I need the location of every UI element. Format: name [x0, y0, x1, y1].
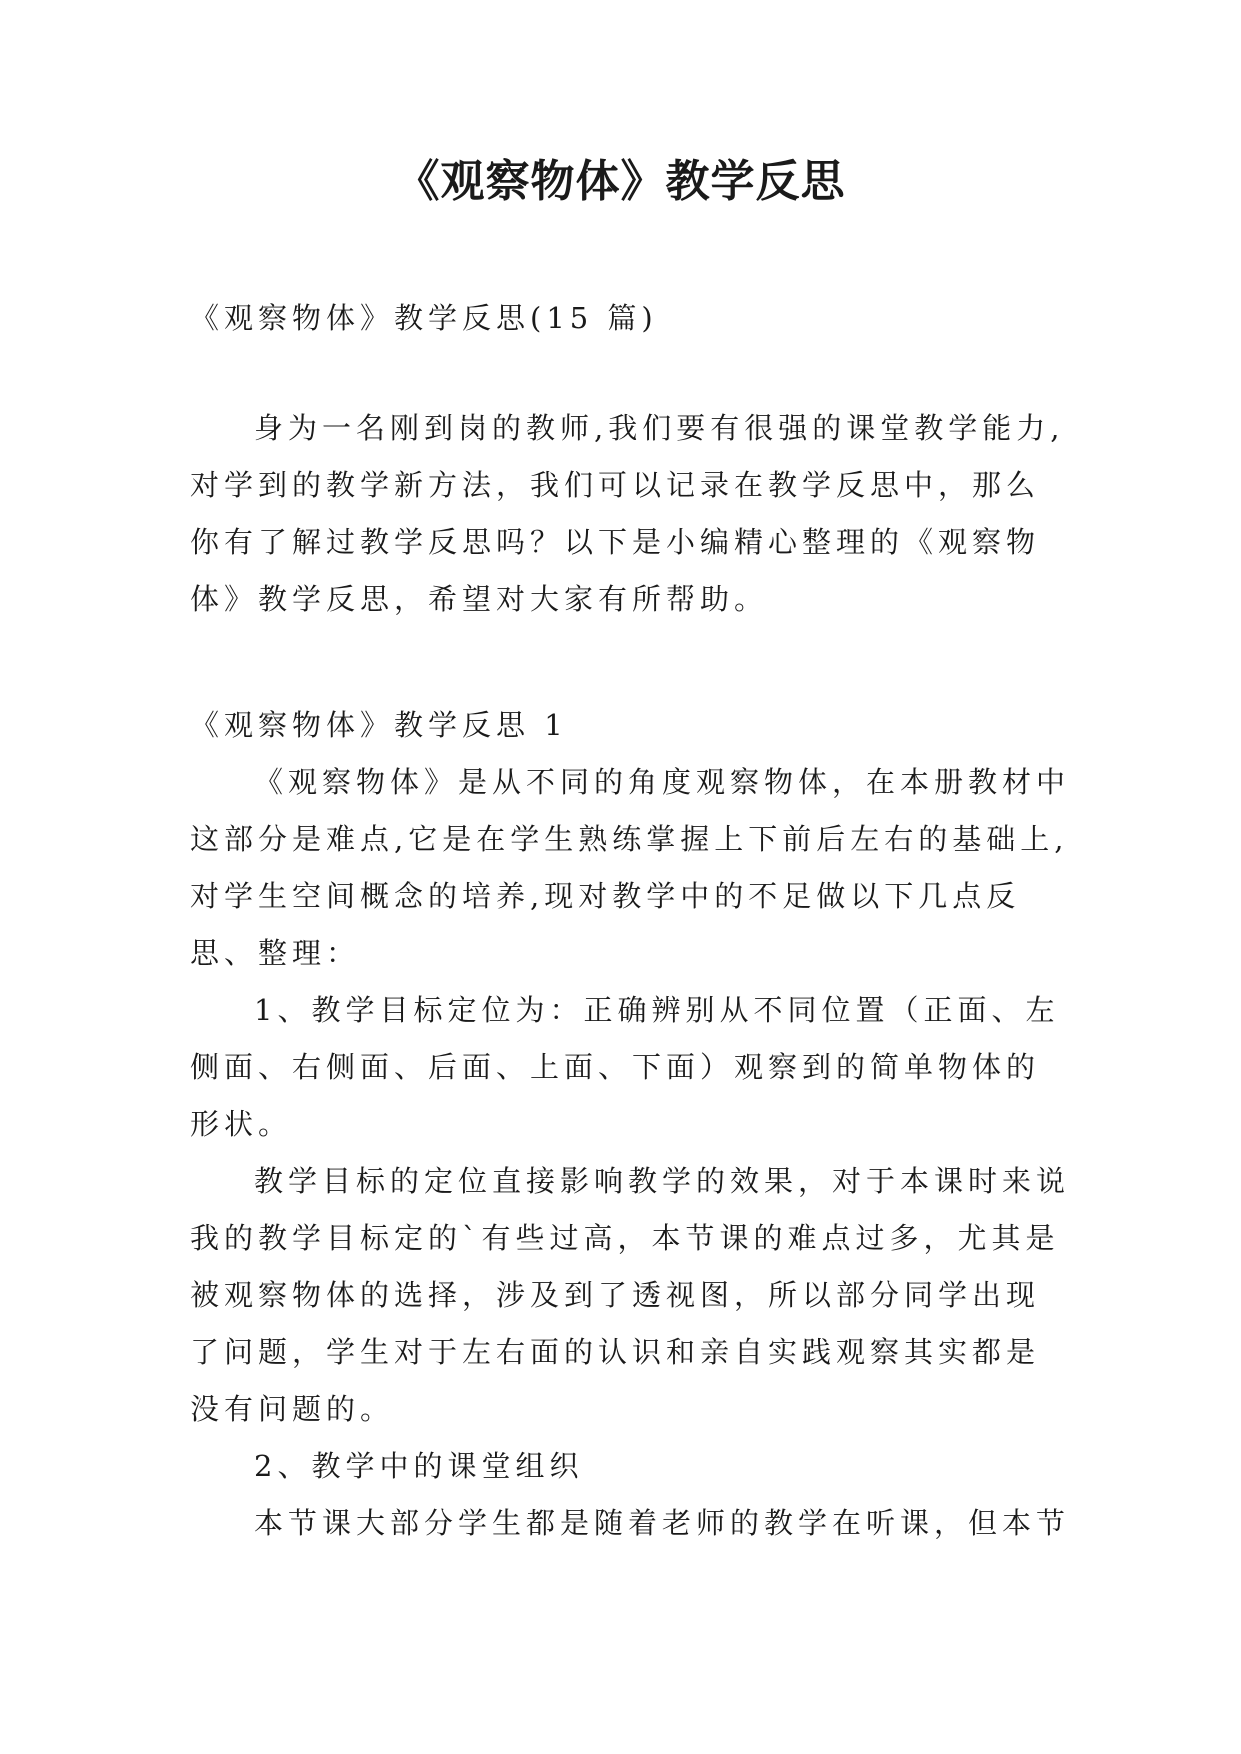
paragraph-overview: 《观察物体》是从不同的角度观察物体，在本册教材中这部分是难点,它是在学生熟练掌握上下前后左右的基础上,对学生空间概念的培养,现对教学中的不足做以下几点反思、整理： — [190, 765, 1071, 970]
paragraph-classroom: 本节课大部分学生都是随着老师的教学在听课，但本节 — [254, 1506, 1071, 1540]
paragraph-classroom-heading: 2、教学中的课堂组织 — [254, 1449, 584, 1483]
paragraph-objective: 1、教学目标定位为：正确辨别从不同位置（正面、左侧面、右侧面、后面、上面、下面）观察到的简单物体的形状。 — [190, 993, 1060, 1141]
document-title: 《观察物体》教学反思 — [395, 156, 846, 207]
document-subtitle: 《观察物体》教学反思(15 篇) — [190, 301, 658, 335]
section-1 — [190, 697, 1070, 1552]
paragraph-objective-reflection: 教学目标的定位直接影响教学的效果，对于本课时来说我的教学目标定的`有些过高，本节课的难点过多，尤其是被观察物体的选择，涉及到了透视图，所以部分同学出现了问题，学生对于左右面的认识和亲自实践观察其实都是没有问题的。 — [190, 1164, 1071, 1426]
section-heading: 《观察物体》教学反思 1 — [190, 708, 568, 742]
intro-paragraph: 身为一名刚到岗的教师,我们要有很强的课堂教学能力,对学到的教学新方法，我们可以记录在教学反思中，那么你有了解过教学反思吗？以下是小编精心整理的《观察物体》教学反思，希望对大家有所帮助。 — [190, 411, 1065, 616]
